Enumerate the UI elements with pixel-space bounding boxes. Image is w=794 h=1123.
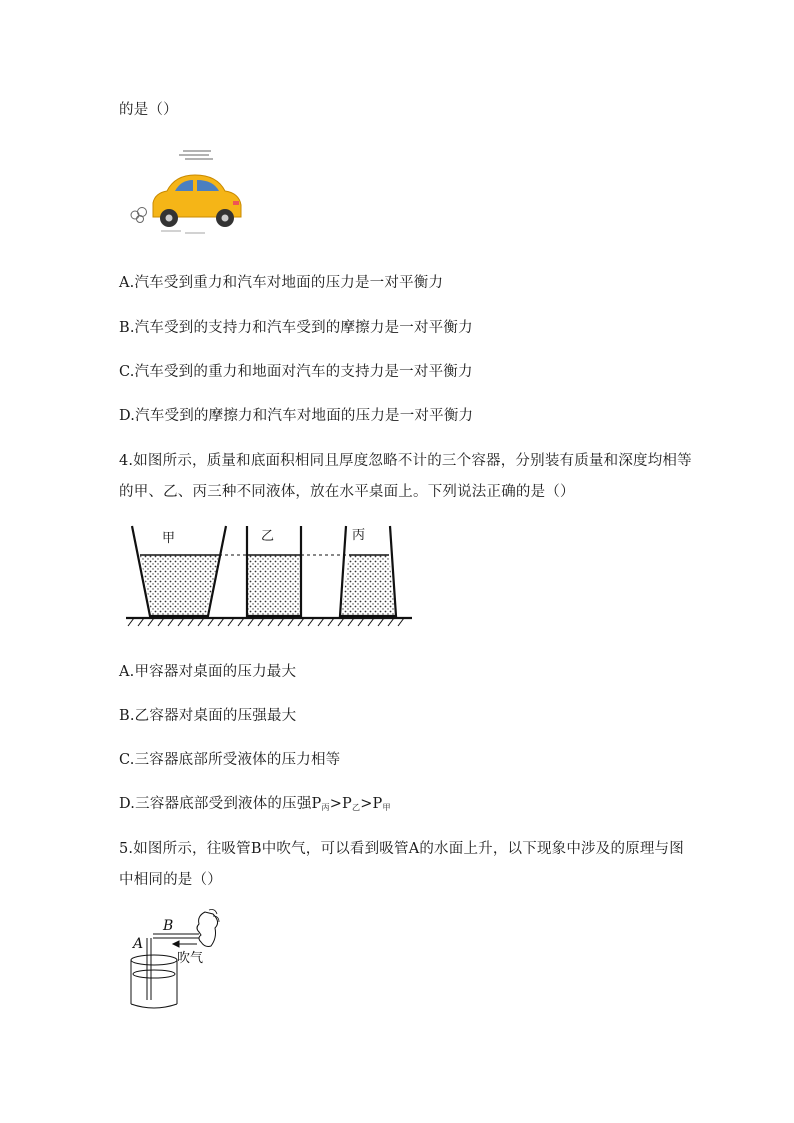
table-surface [126,618,412,626]
exhaust-cloud-icon [131,208,147,223]
q4-option-d-sub3: 甲 [382,803,391,812]
q4-stem-line2: 的甲、乙、丙三种不同液体，放在水平桌面上。下列说法正确的是（） [119,484,575,500]
q4-option-d-sub2: 乙 [352,803,361,812]
straw-figure [125,908,235,1018]
q4-option-d-prefix: D.三容器底部受到液体的压强P [119,796,322,812]
container-jia [132,526,226,616]
car-wheel-hub [166,215,173,222]
speed-lines-icon [179,151,213,159]
blow-arrow-icon [173,941,197,947]
car-light [233,201,239,205]
q3-option-d: D.汽车受到的摩擦力和汽车对地面的压力是一对平衡力 [119,408,474,424]
q4-option-a: A.甲容器对桌面的压力最大 [119,664,297,680]
label-a: A [133,936,144,952]
car-illustration [125,145,245,235]
q4-option-d [119,792,391,813]
containers-figure [124,520,424,640]
motion-lines-icon [161,231,205,233]
container-bing [340,526,396,616]
q4-option-d-mid2: >P [360,796,383,812]
q5-stem-line2: 中相同的是（） [119,872,222,888]
q3-option-c: C.汽车受到的重力和地面对汽车的支持力是一对平衡力 [119,364,473,380]
q4-option-b: B.乙容器对桌面的压强最大 [119,708,297,724]
straw-b [153,934,199,938]
q3-option-b: B.汽车受到的支持力和汽车受到的摩擦力是一对平衡力 [119,320,473,336]
label-jia: 甲 [162,531,176,546]
label-b: B [163,918,174,934]
q3-stem-end: 的是（） [119,102,178,118]
car-wheel-hub [222,215,229,222]
q4-option-d-mid1: >P [329,796,352,812]
straw-a [147,938,151,1000]
q4-stem-line1: 4.如图所示，质量和底面积相同且厚度忽略不计的三个容器，分别装有质量和深度均相等 [119,453,692,469]
q3-option-a: A.汽车受到重力和汽车对地面的压力是一对平衡力 [119,275,444,291]
label-bing: 丙 [352,528,366,543]
beaker [131,955,177,1008]
q4-option-c: C.三容器底部所受液体的压力相等 [119,752,341,768]
label-blow: 吹气 [177,951,204,966]
q5-stem-line1: 5.如图所示，往吸管B中吹气，可以看到吸管A的水面上升，以下现象中涉及的原理与图 [119,841,684,857]
face-icon [197,912,218,947]
q4-option-d-sub1: 丙 [321,803,330,812]
label-yi: 乙 [261,529,275,544]
